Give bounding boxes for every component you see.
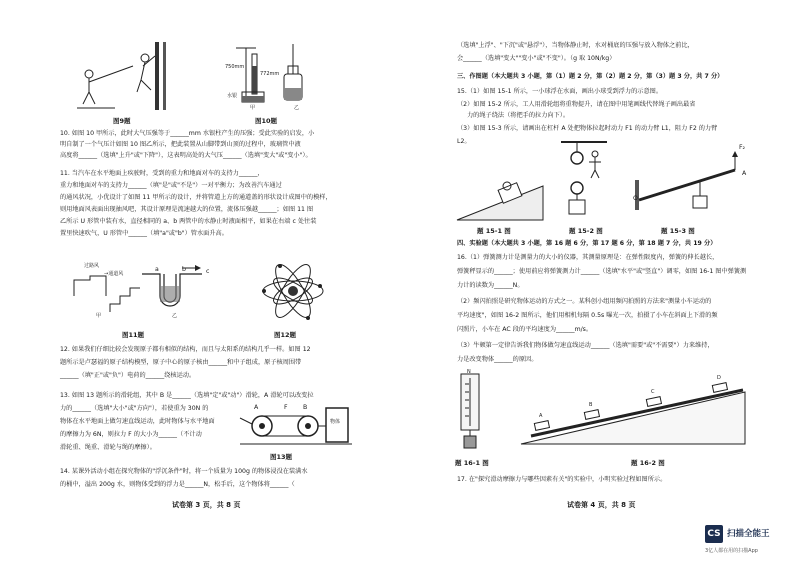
figure-15-1: [455, 166, 545, 222]
fig15-3-label-F2: F₂: [739, 144, 746, 151]
q13-line-1: 13. 如图 13 题所示的滑轮组，其中 B 是______（选填"定"或"动"）滑轮，A 滑轮可以改变拉: [60, 392, 314, 399]
fig16-1-caption: 题 16-1 图: [455, 459, 489, 467]
fig15-1-caption: 题 15-1 图: [477, 227, 511, 235]
q15-line-3: 力的绳子绕法（将把手的拉力向下）。: [467, 112, 570, 119]
fig13-label-obj: 物体: [330, 419, 341, 425]
fig16-2-label-B: B: [589, 402, 593, 408]
q14-line-2: 的桶中，溢出 200g 水，则物体受到的浮力是______N，松手后，这个物体将______（: [60, 481, 295, 488]
right-top-line-2: 会______（选填"变大""变小"或"不变"）。（g 取 10N/kg）: [457, 55, 616, 62]
q16-line-1: 16.（1）弹簧测力计是测量力的大小的仪器，其测量原理是：在弹性限度内，弹簧的伸长越长，: [457, 254, 719, 261]
q12-line-2: 题所示是卢瑟福的原子结构模型，原子中心的原子核由______和中子组成，原子核周围带: [60, 359, 302, 366]
q16-line-5: 平均速度"，如图 16-2 图所示，他们用相机每隔 0.5s 曝光一次，拍摄了小车在斜面上下滑的频: [457, 312, 718, 319]
fig15-3-label-A: A: [742, 170, 747, 177]
q11-line-6: 置里快速吹气，U 形管中______（填"a"或"b"）管水面升高。: [60, 230, 228, 237]
q11-line-2: 重力和地面对车的支持力______（填"是"或"不是"）一对平衡力；为改善汽车通过: [60, 182, 282, 189]
q10-line-2: 明自制了一个气压计如图 10 图乙所示，把此装置从山脚带到山顶的过程中，玻璃管中液: [60, 141, 301, 148]
right-top-line-1: （选填"上浮"、"下沉"或"悬浮"），当物体静止时，水对桶底的压强与放入物体之前比，: [457, 42, 694, 49]
fig11-label-wind: 过路风: [84, 263, 100, 269]
fig13-label-F: F: [284, 404, 288, 411]
fig13-caption: 图13题: [270, 453, 293, 461]
q13-line-3: 物体在水平地面上做匀速直线运动，此时物体与水平地面: [60, 418, 215, 425]
fig10-label-jia: 甲: [250, 105, 256, 111]
q16-line-6: 闪照片，小车在 AC 段的平均速度为______m/s。: [457, 326, 593, 333]
q11-line-4: 则用地面风表面出现抽风吧，其设计原理是流速越大的位置，流体压强越______；如图 11 图: [60, 206, 314, 213]
fig10-label-yi: 乙: [294, 105, 300, 111]
q12-line-3: ______（填"正"或"负"）电荷的______绕核运动。: [60, 372, 196, 379]
figure-12-atom: [258, 258, 328, 324]
fig16-2-label-C: C: [651, 389, 655, 395]
fig16-2-label-A: A: [539, 413, 543, 419]
fig13-label-A: A: [254, 404, 259, 411]
fig15-3-caption: 题 15-3 图: [661, 227, 695, 235]
cs-logo-icon: CS: [705, 525, 723, 543]
q10-line-1: 10. 如图 10 甲所示，此时大气压强等于______mm 水银柱产生的压强；受此实验的启发，小: [60, 130, 315, 137]
fig10-label-750: 750mm: [225, 64, 245, 70]
fig12-caption: 图12题: [274, 331, 297, 339]
q17-line-1: 17. 在"探究滑动摩擦力与哪些因素有关"的实验中，小明实验过程如图所示。: [457, 476, 667, 483]
figure-16-2-incline: [517, 382, 747, 446]
q11-line-5: 乙所示 U 形管中装有水，直径相同的 a、b 两管中的水静止时液面相平，如果在右端 c 处往装: [60, 218, 317, 225]
q13-line-2: 力的______（选填"大小"或"方向"），若使重为 30N 的: [60, 405, 209, 412]
q16-line-4: （2）频闪拍照是研究物体运动的方式之一。某科创小组用频闪拍照的方法来"测量小车运动的: [457, 298, 712, 305]
fig11-label-c: c: [206, 268, 210, 275]
q16-line-3: 力计的读数为______N。: [457, 282, 524, 289]
section-3-heading: 三、作图题（本大题共 3 小题，第（1）题 2 分，第（2）题 2 分，第（3）题 3 分，共 7 分）: [457, 73, 724, 80]
fig10-label-772: 772mm: [260, 71, 280, 77]
fig11-label-jia: 甲: [96, 313, 102, 319]
q10-line-3: 高度将______（选填"上升"或"下降"），这表明高处的大气压______（选填"变大"或"变小"）。: [60, 152, 312, 159]
fig15-3-label-O: O: [633, 195, 638, 202]
fig15-2-caption: 题 15-2 图: [569, 227, 603, 235]
q15-line-4: （3）如图 15-3 所示，请画出在杠杆 A 处把物体拉起时动力 F1 的动力臂 L1，阻力 F2 的力臂: [457, 125, 718, 132]
q15-line-1: 15.（1）如图 15-1 所示，一小球浮在水面，画出小球受到浮力的示意图。: [457, 88, 663, 95]
q16-line-7: （3）牛顿第一定律告诉我们物体做匀速直线运动______（选填"需要"或"不需要"）力来维持，: [457, 342, 714, 349]
watermark-subtitle: 3亿人都在用的扫描App: [705, 548, 758, 554]
q11-line-3: 的通风状况，小优设计了如图 11 甲所示的设计，并将管道上方的通道盖的形状设计成图中的模样，: [60, 194, 332, 201]
q13-line-4: 的摩擦力为 6N，则拉力 F 的大小为______（不计动: [60, 431, 202, 438]
watermark-name: 扫描全能王: [727, 529, 770, 539]
q15-line-2: （2）如图 15-2 所示，工人用滑轮组将重物提升，请在图中用笔画线代替绳子画出最省: [457, 101, 696, 108]
right-page: [397, 0, 794, 561]
q15-line-5: L2。: [457, 138, 471, 145]
figure-15-2: [559, 140, 609, 220]
fig11-caption: 图11题: [122, 331, 145, 339]
fig16-1-unit: N: [467, 369, 471, 375]
q16-line-8: 力是改变物体______的原因。: [457, 356, 538, 363]
scanner-watermark: [705, 523, 790, 557]
q16-line-2: 弹簧秤显示的______；使用前应将弹簧测力计______（选填"水平"或"竖直"）调零，如图 16-1 图中弹簧测: [457, 268, 747, 275]
fig9-caption: 图9题: [113, 117, 131, 125]
right-footer: 试卷第 4 页，共 8 页: [567, 501, 636, 509]
fig11-label-yi: 乙: [172, 313, 178, 319]
fig11-label-b: b: [182, 266, 186, 273]
figure-16-1-spring-scale: [459, 370, 481, 450]
fig10-label-water: 水银: [227, 93, 238, 99]
q12-line-1: 12. 如果我们仔细比较会发现原子都有相似的结构，而且与太阳系的结构几乎一样。如图 12: [60, 346, 311, 353]
fig13-label-B: B: [303, 404, 308, 411]
section-4-heading: 四、实验题（本大题共 3 小题，第 16 题 6 分，第 17 题 6 分，第 18 题 7 分，共 19 分）: [457, 240, 717, 247]
fig10-caption: 图10题: [255, 117, 278, 125]
q14-line-1: 14. 某课外活动小组在探究物体的"浮沉条件"时，将一个质量为 100g 的物体浸没在装满水: [60, 468, 308, 475]
fig16-2-label-D: D: [717, 375, 721, 381]
left-footer: 试卷第 3 页，共 8 页: [172, 501, 241, 509]
q11-line-1: 11. 当汽车在水平地面上疾驶时，受到的重力和地面对车的支持力______，: [60, 170, 264, 177]
fig16-2-caption: 题 16-2 图: [631, 459, 665, 467]
fig11-label-tong: →通道风: [104, 271, 124, 277]
q13-line-5: 滑轮重、绳重、滑轮与绳的摩擦）。: [60, 444, 156, 451]
figure-9: [75, 42, 185, 112]
figure-15-3: [635, 150, 745, 222]
fig11-label-a: a: [155, 266, 159, 273]
